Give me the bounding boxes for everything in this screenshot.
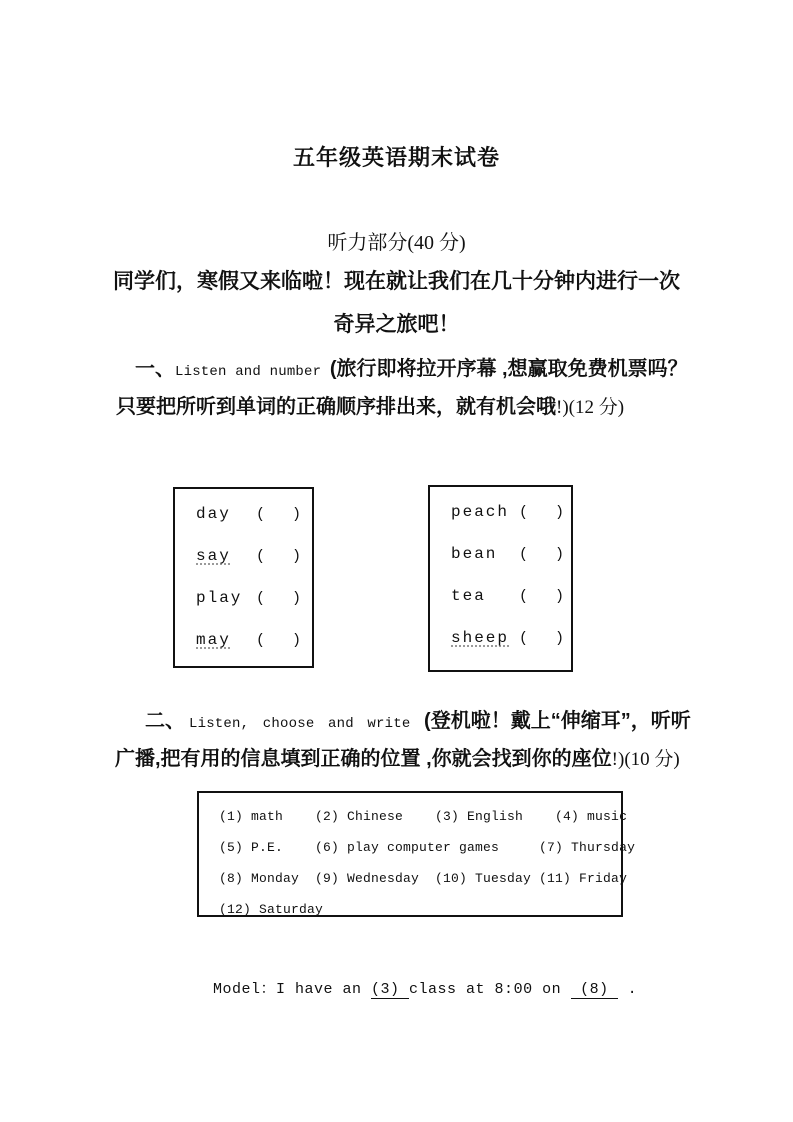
- part1-instruction-cn1: (旅行即将拉开序幕 ,想赢取免费机票吗？: [329, 358, 688, 380]
- word-label: day: [196, 505, 231, 523]
- word-row: [196, 505, 312, 547]
- word-label: tea: [451, 587, 486, 605]
- word-row: [451, 503, 571, 545]
- model-prefix: Model：I have an: [213, 981, 372, 998]
- part2-heading-line1: [145, 704, 691, 733]
- answer-brackets: ( ): [519, 546, 568, 563]
- options-row: (12) Saturday: [219, 902, 324, 917]
- intro-line-1: 同学们，寒假又来临啦！现在就让我们在几十分钟内进行一次: [113, 270, 680, 293]
- part1-number: 一、: [135, 358, 175, 380]
- part1-word-box-left: [173, 487, 314, 668]
- model-suffix: .: [618, 981, 638, 998]
- part2-number: 二、: [145, 710, 185, 732]
- intro-line-2: 奇异之旅吧！: [333, 313, 460, 336]
- answer-brackets: ( ): [256, 548, 305, 565]
- word-row: [451, 629, 571, 671]
- part1-points: !)(12 分): [556, 397, 625, 418]
- model-blank-1: (3): [371, 981, 410, 998]
- word-label: play: [196, 589, 243, 607]
- answer-brackets: ( ): [256, 632, 305, 649]
- word-row: [451, 545, 571, 587]
- word-label: say: [196, 547, 231, 565]
- word-label: peach: [451, 503, 510, 521]
- answer-brackets: ( ): [256, 590, 305, 607]
- word-row: [196, 589, 312, 631]
- part2-options-box: [197, 791, 636, 917]
- answer-brackets: ( ): [519, 588, 568, 605]
- model-middle: class at 8:00 on: [409, 981, 571, 998]
- model-blank-2: (8): [570, 981, 619, 998]
- page-title: 五年级英语期末试卷: [292, 145, 500, 170]
- part2-english-title: Listen, choose and write: [189, 716, 425, 732]
- answer-brackets: ( ): [519, 504, 568, 521]
- answer-brackets: ( ): [256, 506, 305, 523]
- word-row: [196, 631, 312, 673]
- part2-heading-line2: [115, 742, 680, 771]
- part2-instruction-cn2: 广播,把有用的信息填到正确的位置 ,你就会找到你的座位: [115, 748, 612, 770]
- part1-word-box-right: [428, 485, 573, 672]
- part1-heading-line1: [135, 352, 688, 381]
- part1-heading-line2: [116, 390, 624, 419]
- word-label: sheep: [451, 629, 510, 647]
- part2-instruction-cn1: (登机啦！戴上“伸缩耳”，听听: [424, 710, 691, 732]
- word-row: [196, 547, 312, 589]
- part1-instruction-cn2: 只要把所听到单词的正确顺序排出来，就有机会哦: [116, 396, 556, 418]
- answer-brackets: ( ): [519, 630, 568, 647]
- word-row: [451, 587, 571, 629]
- word-label: may: [196, 631, 231, 649]
- word-label: bean: [451, 545, 498, 563]
- options-row: (8) Monday (9) Wednesday (10) Tuesday (11) Friday: [219, 871, 628, 886]
- options-row: (5) P.E. (6) play computer games (7) Thursday: [219, 840, 636, 855]
- part1-english-title: Listen and number: [175, 364, 330, 380]
- model-example-sentence: [213, 977, 637, 998]
- part2-points: !)(10 分): [611, 749, 680, 770]
- options-row: (1) math (2) Chinese (3) English (4) music: [219, 809, 628, 824]
- listening-section-header: 听力部分(40 分): [327, 232, 466, 254]
